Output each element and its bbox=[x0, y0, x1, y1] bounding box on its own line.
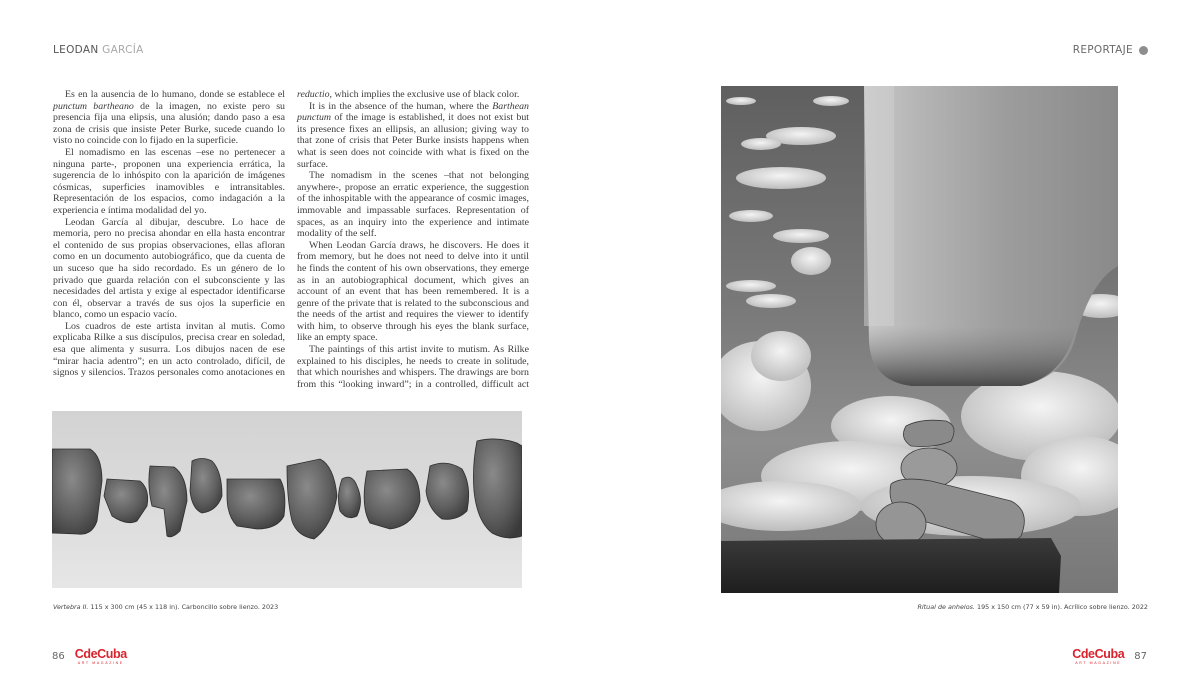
page-number: 86 bbox=[52, 651, 65, 663]
artist-first-name: LEODAN bbox=[53, 44, 99, 56]
paragraph: Leodan García al dibujar, descubre. Lo hace de memoria, pero no precisa ahondar en ella hasta encontrar el contenido de sus propias observaciones, ellas afloran como en un documento autobiográfico, que da cuenta de un suceso que ha sido recordado. Es un género de lo privado que guarda relación con el subconsciente y las necesidades del artista y exige al espectador identificarse con él, observar a través de sus ojos la superficie en blanco, como un espacio vacío. bbox=[53, 216, 285, 321]
artwork-vertebra-ii bbox=[52, 411, 522, 588]
paragraph: The nomadism in the scenes –that not belonging anywhere-, propose an erratic experience, the suggestion of the inhospitable with the appearance of cosmic images, immovable and impassable surfaces. Representation of spaces, as an inquiry into the experience and intimate modality of the self. bbox=[297, 170, 529, 240]
logo-subtitle: ART MAGAZINE bbox=[1075, 660, 1122, 665]
artist-last-name: GARCÍA bbox=[102, 44, 144, 56]
floating-slab bbox=[864, 86, 1118, 386]
cdecuba-logo bbox=[75, 648, 127, 665]
footer-left bbox=[52, 648, 127, 665]
cdecuba-logo bbox=[1072, 648, 1124, 665]
caption-vertebra-ii bbox=[53, 603, 278, 611]
article-column-english bbox=[297, 89, 529, 390]
paragraph: El nomadismo en las escenas –ese no pertenecer a ninguna parte-, proponen una experiencia errática, la sugerencia de lo inhóspito con la aparición de imágenes cósmicas, superficies inamovibles e intransitables. Representación de los espacios, como indagación a la experiencia e íntima modalidad del yo. bbox=[53, 146, 285, 216]
italic-term: punctum bartheano bbox=[53, 100, 134, 112]
italic-term: Barthean punctum bbox=[297, 100, 529, 124]
paragraph: The paintings of this artist invite to mutism. As Rilke explained to his disciples, he needs to create in solitude, that which nourishes and whispers. The drawings are born from this “looking inward”; in a controlled, difficult act bbox=[297, 344, 529, 390]
text: , which implies the exclusive use of black color. bbox=[329, 89, 520, 100]
artwork-title: Ritual de anhelos. bbox=[917, 603, 975, 611]
paragraph bbox=[53, 89, 285, 147]
footer-right bbox=[1072, 648, 1147, 665]
paragraph bbox=[297, 89, 529, 101]
text: It is in the absence of the human, where the bbox=[309, 100, 493, 112]
stone-ledge bbox=[721, 538, 1061, 593]
logo-subtitle: ART MAGAZINE bbox=[77, 660, 124, 665]
artwork-details: 115 x 300 cm (45 x 118 in). Carboncillo sobre lienzo. 2023 bbox=[88, 603, 279, 611]
logo-text: CdeCuba bbox=[1072, 647, 1125, 661]
caption-ritual-de-anhelos bbox=[917, 603, 1148, 611]
section-dot-icon bbox=[1139, 46, 1148, 55]
paragraph bbox=[297, 101, 529, 171]
small-clouds bbox=[726, 96, 849, 308]
artwork-ritual-de-anhelos bbox=[721, 86, 1118, 593]
text: Es en la ausencia de lo humano, donde se establece el bbox=[65, 89, 285, 100]
text: of the image is established, it does not exist but its presence fixes an ellipsis, an allusion; giving way to that zone of crisis that Peter Burke insists happens when what is seen does not coincide with what is fixed on the surface. bbox=[297, 112, 529, 170]
page-number: 87 bbox=[1134, 651, 1147, 663]
paragraph: Los cuadros de este artista invitan al mutis. Como explicaba Rilke a sus discípulos, precisa crear en soledad, esa que alimenta y susurra. Los dibujos nacen de ese “mirar hacia adentro”; en un acto controlado, difícil, de signos y silencios. Trazos personales como anotaciones en bbox=[53, 320, 285, 379]
logo-text: CdeCuba bbox=[74, 647, 127, 661]
text: de la imagen, no existe pero su presencia fija una elipsis, una alusión; dando paso a esa zona de crisis que insiste Peter Burke, sucede cuando lo visto no coincide con lo fijado en la superficie. bbox=[53, 100, 285, 147]
article-column-spanish bbox=[53, 89, 285, 379]
stone-chain-drawing bbox=[52, 439, 522, 539]
italic-term: reductio bbox=[297, 89, 330, 100]
artwork-title: Vertebra II. bbox=[53, 603, 89, 611]
artwork-details: 195 x 150 cm (77 x 59 in). Acrílico sobre lienzo. 2022 bbox=[974, 603, 1148, 611]
section-label: REPORTAJE bbox=[1072, 44, 1133, 56]
paragraph: When Leodan García draws, he discovers. He does it from memory, but he does not need to delve into it until he finds the content of his own observations, they emerge as in an autobiographical document, which gives an account of an event that has been remembered. It is a genre of the private that is related to the subconscious and the needs of the artist and requires the viewer to identify with him, to observe through his eyes the blank surface, like an empty space. bbox=[297, 239, 529, 344]
running-header-artist bbox=[53, 44, 144, 56]
running-header-section bbox=[1073, 44, 1148, 56]
